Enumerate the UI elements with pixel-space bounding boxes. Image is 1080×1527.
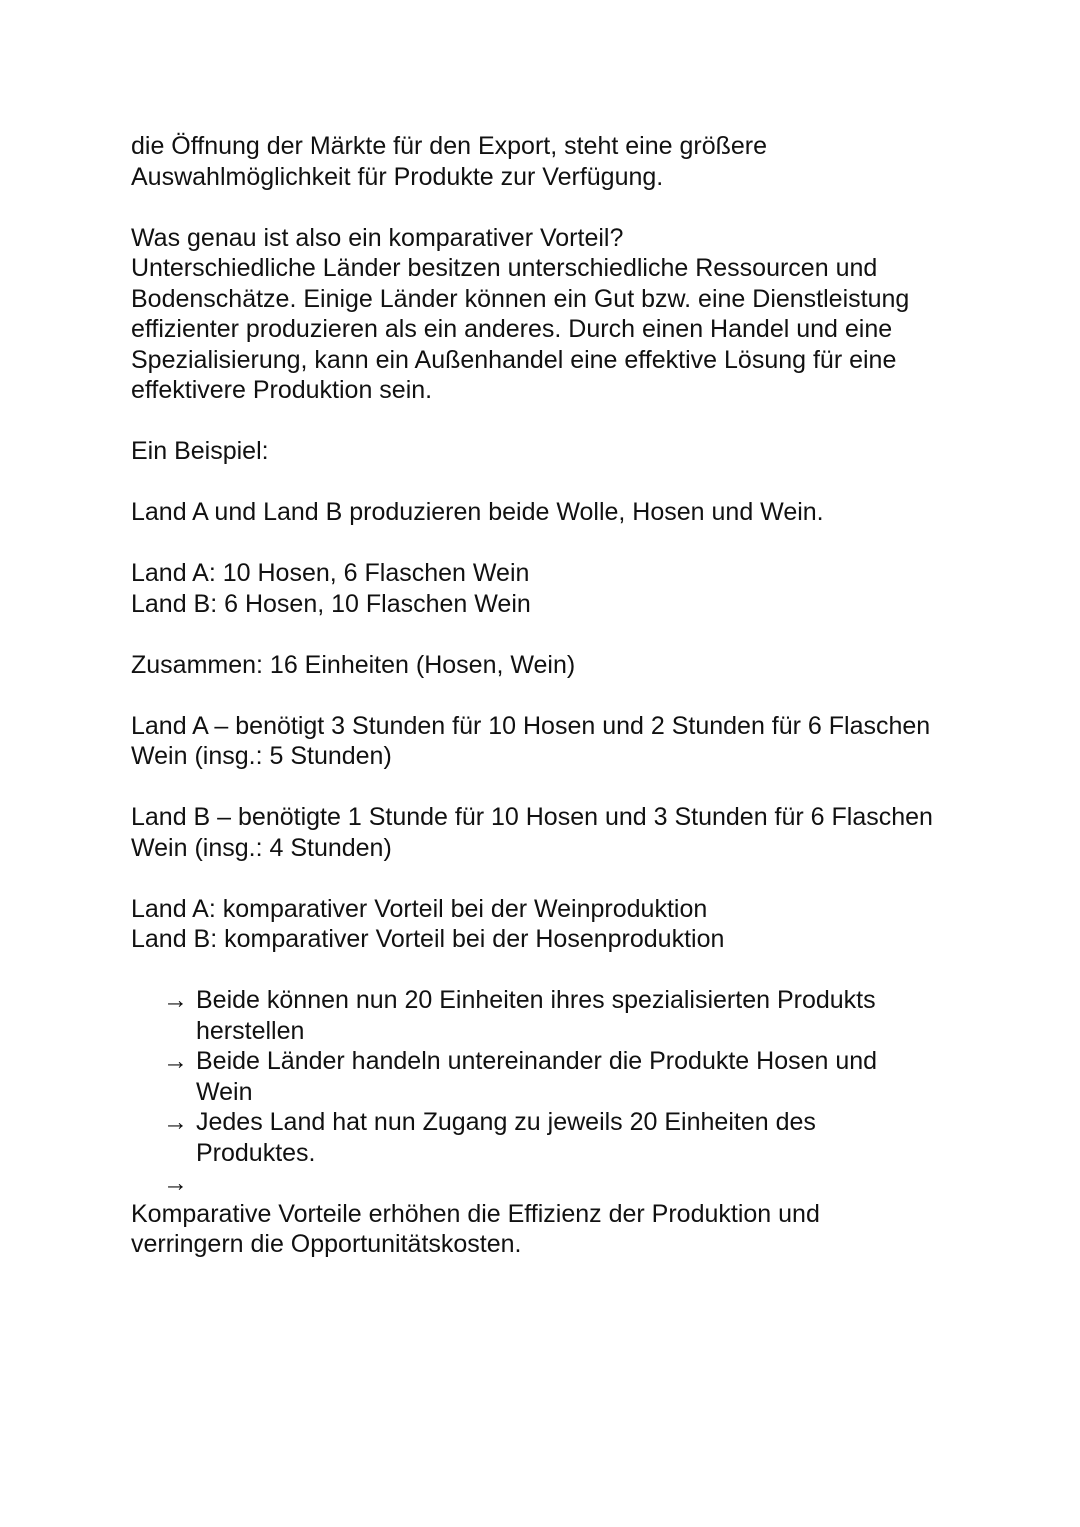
list-item bbox=[131, 985, 971, 1046]
list-item bbox=[131, 1046, 971, 1107]
example-heading bbox=[131, 436, 971, 467]
arrow-right-icon: → bbox=[163, 1047, 188, 1075]
document-page bbox=[131, 131, 971, 1290]
text-line: Wein (insg.: 4 Stunden) bbox=[131, 833, 392, 862]
text-line: Auswahlmöglichkeit für Produkte zur Verfügung. bbox=[131, 162, 664, 191]
conclusion-paragraph bbox=[131, 1199, 971, 1260]
text-line: Wein (insg.: 5 Stunden) bbox=[131, 742, 392, 770]
total-units bbox=[131, 650, 971, 681]
text-line: effektivere Produktion sein. bbox=[131, 376, 433, 404]
bullet-line: Produktes. bbox=[196, 1138, 316, 1167]
text-line: Unterschiedliche Länder besitzen unterschiedliche Ressourcen und bbox=[131, 254, 878, 282]
question-line: Was genau ist also ein komparativer Vorteil? bbox=[131, 223, 624, 252]
list-item bbox=[131, 1107, 971, 1168]
arrow-right-icon: → bbox=[163, 986, 188, 1014]
text-line: Land B: komparativer Vorteil bei der Hosenproduktion bbox=[131, 925, 725, 953]
text-line: Ein Beispiel: bbox=[131, 437, 269, 465]
arrow-right-icon: → bbox=[163, 1169, 188, 1197]
text-line: Zusammen: 16 Einheiten (Hosen, Wein) bbox=[131, 650, 576, 679]
production-figures bbox=[131, 558, 971, 619]
text-line: Land A: komparativer Vorteil bei der Weinproduktion bbox=[131, 894, 708, 923]
text-line: effizienter produzieren als ein anderes. Durch einen Handel und eine bbox=[131, 315, 893, 343]
intro-paragraph bbox=[131, 131, 971, 192]
bullet-line: Beide können nun 20 Einheiten ihres spezialisierten Produkts bbox=[196, 986, 876, 1014]
text-line: Land B – benötigte 1 Stunde für 10 Hosen und 3 Stunden für 6 Flaschen bbox=[131, 803, 933, 831]
text-line: Spezialisierung, kann ein Außenhandel eine effektive Lösung für eine bbox=[131, 345, 897, 374]
text-line: Land A: 10 Hosen, 6 Flaschen Wein bbox=[131, 559, 530, 587]
bullet-line: Jedes Land hat nun Zugang zu jeweils 20 Einheiten des bbox=[196, 1108, 816, 1136]
text-line: Land A – benötigt 3 Stunden für 10 Hosen und 2 Stunden für 6 Flaschen bbox=[131, 711, 931, 740]
arrow-right-icon: → bbox=[163, 1108, 188, 1136]
text-line: Land B: 6 Hosen, 10 Flaschen Wein bbox=[131, 589, 531, 618]
text-line: verringern die Opportunitätskosten. bbox=[131, 1230, 522, 1258]
text-line: Land A und Land B produzieren beide Wolle, Hosen und Wein. bbox=[131, 498, 824, 526]
text-line: Bodenschätze. Einige Länder können ein Gut bzw. eine Dienstleistung bbox=[131, 284, 910, 313]
bullet-line: Wein bbox=[196, 1077, 253, 1106]
bullet-line: Beide Länder handeln untereinander die Produkte Hosen und bbox=[196, 1047, 878, 1075]
land-a-hours bbox=[131, 711, 971, 772]
arrow-bullet-list bbox=[131, 985, 971, 1199]
land-b-hours bbox=[131, 802, 971, 863]
text-line: die Öffnung der Märkte für den Export, steht eine größere bbox=[131, 132, 767, 160]
list-item-empty bbox=[131, 1168, 971, 1199]
comparative-advantage-summary bbox=[131, 894, 971, 955]
example-intro bbox=[131, 497, 971, 528]
definition-paragraph bbox=[131, 223, 971, 406]
bullet-line: herstellen bbox=[196, 1016, 305, 1045]
text-line: Komparative Vorteile erhöhen die Effizienz der Produktion und bbox=[131, 1199, 820, 1228]
